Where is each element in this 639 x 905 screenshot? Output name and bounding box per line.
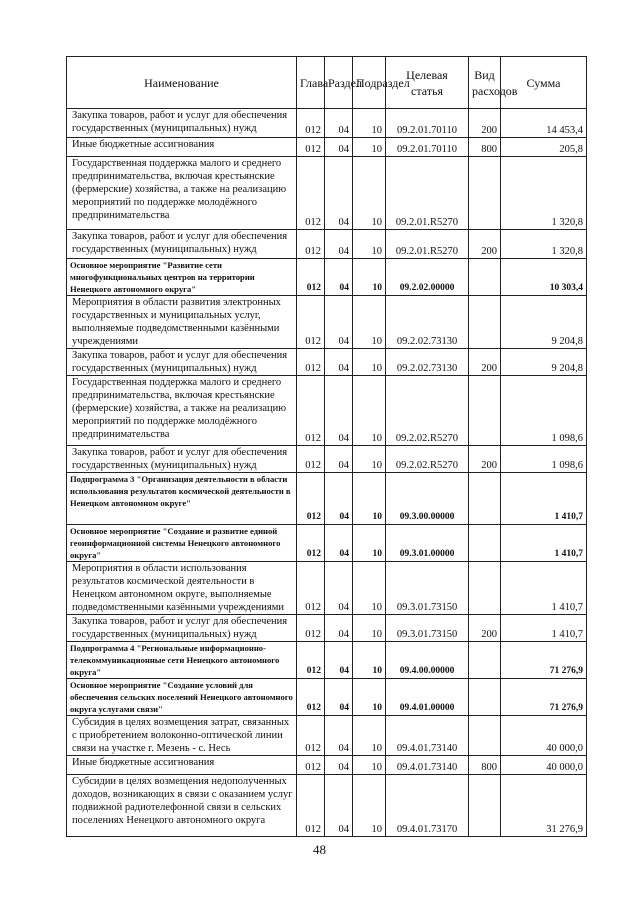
cell-summa: 1 410,7 [501,562,587,615]
cell-summa: 31 276,9 [501,775,587,837]
cell-summa: 14 453,4 [501,109,587,138]
cell-vid [469,473,501,525]
table-row [67,642,587,679]
cell-razdel: 04 [325,446,353,473]
cell-statya: 09.2.02.00000 [386,259,469,296]
cell-summa: 1 320,8 [501,230,587,259]
cell-statya: 09.3.01.00000 [386,525,469,562]
cell-vid: 200 [469,349,501,376]
cell-razdel: 04 [325,562,353,615]
col-header-vid: Вид расходов [469,57,501,109]
cell-name: Основное мероприятие "Развитие сети многофункциональных центров на территории Ненецкого автономного округа" [67,259,297,296]
table-header-row [67,57,587,109]
cell-statya: 09.2.01.70110 [386,138,469,157]
cell-name: Закупка товаров, работ и услуг для обеспечения государственных (муниципальных) нужд [67,349,297,376]
cell-summa: 71 276,9 [501,679,587,716]
cell-statya: 09.4.01.73170 [386,775,469,837]
table-row [67,473,587,525]
cell-podrazdel: 10 [353,446,386,473]
cell-podrazdel: 10 [353,296,386,349]
cell-statya: 09.3.01.73150 [386,562,469,615]
cell-razdel: 04 [325,138,353,157]
cell-statya: 09.2.01.70110 [386,109,469,138]
cell-vid: 200 [469,615,501,642]
table-row [67,525,587,562]
page-number: 48 [313,842,326,857]
cell-glava: 012 [297,615,325,642]
table-row [67,230,587,259]
cell-podrazdel: 10 [353,230,386,259]
cell-razdel: 04 [325,679,353,716]
table-row [67,716,587,756]
col-header-statya: Целевая статья [386,57,469,109]
cell-razdel: 04 [325,716,353,756]
budget-table [66,56,587,837]
cell-statya: 09.2.01.R5270 [386,230,469,259]
cell-name: Подпрограмма 4 "Региональные информационно-телекоммуникационные сети Ненецкого автономного округа" [67,642,297,679]
cell-podrazdel: 10 [353,716,386,756]
cell-glava: 012 [297,259,325,296]
table-row [67,446,587,473]
cell-podrazdel: 10 [353,679,386,716]
cell-razdel: 04 [325,756,353,775]
cell-glava: 012 [297,775,325,837]
cell-name: Подпрограмма 3 "Организация деятельности в области использования результатов космической деятельности в Ненецком автономном округе" [67,473,297,525]
cell-name: Мероприятия в области развития электронных государственных и муниципальных услуг, выполняемые подведомственными казёнными учреждениями [67,296,297,349]
col-header-glava: Глава [297,57,325,109]
cell-podrazdel: 10 [353,157,386,230]
cell-summa: 1 098,6 [501,376,587,446]
cell-razdel: 04 [325,296,353,349]
table-row [67,775,587,837]
cell-glava: 012 [297,157,325,230]
table-row [67,157,587,230]
cell-statya: 09.2.01.R5270 [386,157,469,230]
cell-podrazdel: 10 [353,642,386,679]
cell-name: Закупка товаров, работ и услуг для обеспечения государственных (муниципальных) нужд [67,446,297,473]
cell-summa: 9 204,8 [501,296,587,349]
cell-vid: 200 [469,109,501,138]
cell-name: Субсидия в целях возмещения затрат, связанных с приобретением волоконно-оптической линии связи на участке г. Мезень - с. Несь [67,716,297,756]
cell-glava: 012 [297,296,325,349]
cell-statya: 09.4.01.73140 [386,756,469,775]
cell-glava: 012 [297,525,325,562]
cell-statya: 09.4.00.00000 [386,642,469,679]
cell-name: Закупка товаров, работ и услуг для обеспечения государственных (муниципальных) нужд [67,615,297,642]
cell-vid [469,642,501,679]
cell-name: Мероприятия в области использования результатов космической деятельности в Ненецком автономном округе, выполняемые подведомственными казёнными учреждениями [67,562,297,615]
cell-statya: 09.2.02.R5270 [386,446,469,473]
cell-name: Основное мероприятие "Создание условий для обеспечения сельских поселений Ненецкого автономного округа услугами связи" [67,679,297,716]
cell-glava: 012 [297,562,325,615]
cell-razdel: 04 [325,615,353,642]
cell-vid [469,716,501,756]
cell-vid [469,296,501,349]
cell-podrazdel: 10 [353,349,386,376]
cell-summa: 1 320,8 [501,157,587,230]
cell-summa: 40 000,0 [501,716,587,756]
cell-vid [469,562,501,615]
cell-razdel: 04 [325,157,353,230]
cell-vid [469,679,501,716]
cell-razdel: 04 [325,349,353,376]
cell-glava: 012 [297,446,325,473]
cell-podrazdel: 10 [353,615,386,642]
cell-glava: 012 [297,473,325,525]
table-row [67,679,587,716]
cell-glava: 012 [297,679,325,716]
cell-podrazdel: 10 [353,775,386,837]
cell-name: Закупка товаров, работ и услуг для обеспечения государственных (муниципальных) нужд [67,230,297,259]
table-row [67,109,587,138]
cell-summa: 1 410,7 [501,525,587,562]
cell-glava: 012 [297,376,325,446]
table-row [67,138,587,157]
cell-summa: 40 000,0 [501,756,587,775]
cell-podrazdel: 10 [353,138,386,157]
table-row [67,349,587,376]
cell-podrazdel: 10 [353,109,386,138]
cell-vid [469,525,501,562]
cell-statya: 09.4.01.73140 [386,716,469,756]
cell-name: Основное мероприятие "Создание и развитие единой геоинформационной системы Ненецкого автономного округа" [67,525,297,562]
table-row [67,296,587,349]
cell-razdel: 04 [325,642,353,679]
cell-summa: 9 204,8 [501,349,587,376]
cell-podrazdel: 10 [353,376,386,446]
cell-name: Иные бюджетные ассигнования [67,138,297,157]
cell-razdel: 04 [325,109,353,138]
cell-glava: 012 [297,349,325,376]
cell-summa: 205,8 [501,138,587,157]
cell-glava: 012 [297,716,325,756]
cell-name: Государственная поддержка малого и среднего предпринимательства, включая крестьянские (фермерские) хозяйства, а также на реализацию мероприятий по поддержке молодёжного предпринимательства [67,376,297,446]
cell-razdel: 04 [325,259,353,296]
cell-podrazdel: 10 [353,259,386,296]
cell-razdel: 04 [325,230,353,259]
col-header-name: Наименование [67,57,297,109]
cell-statya: 09.2.02.73130 [386,349,469,376]
cell-vid [469,259,501,296]
table-row [67,562,587,615]
table-row [67,376,587,446]
cell-name: Иные бюджетные ассигнования [67,756,297,775]
col-header-podrazdel: Подраздел [353,57,386,109]
table-body [67,109,587,837]
col-header-razdel: Раздел [325,57,353,109]
cell-razdel: 04 [325,473,353,525]
cell-summa: 1 410,7 [501,473,587,525]
cell-podrazdel: 10 [353,562,386,615]
cell-summa: 10 303,4 [501,259,587,296]
cell-vid [469,157,501,230]
cell-vid [469,775,501,837]
cell-vid [469,376,501,446]
cell-podrazdel: 10 [353,525,386,562]
cell-statya: 09.3.00.00000 [386,473,469,525]
cell-razdel: 04 [325,525,353,562]
cell-glava: 012 [297,642,325,679]
cell-name: Закупка товаров, работ и услуг для обеспечения государственных (муниципальных) нужд [67,109,297,138]
cell-statya: 09.4.01.00000 [386,679,469,716]
cell-podrazdel: 10 [353,756,386,775]
cell-vid: 800 [469,138,501,157]
cell-glava: 012 [297,230,325,259]
cell-statya: 09.2.02.73130 [386,296,469,349]
cell-summa: 71 276,9 [501,642,587,679]
cell-glava: 012 [297,756,325,775]
cell-vid: 200 [469,230,501,259]
cell-summa: 1 098,6 [501,446,587,473]
cell-vid: 200 [469,446,501,473]
cell-razdel: 04 [325,376,353,446]
cell-statya: 09.3.01.73150 [386,615,469,642]
cell-statya: 09.2.02.R5270 [386,376,469,446]
col-header-summa: Сумма [501,57,587,109]
cell-razdel: 04 [325,775,353,837]
cell-podrazdel: 10 [353,473,386,525]
cell-glava: 012 [297,138,325,157]
cell-vid: 800 [469,756,501,775]
cell-glava: 012 [297,109,325,138]
cell-name: Субсидии в целях возмещения недополученных доходов, возникающих в связи с оказанием услуг подвижной радиотелефонной связи в сельских поселениях Ненецкого автономного округа [67,775,297,837]
table-row [67,615,587,642]
cell-name: Государственная поддержка малого и среднего предпринимательства, включая крестьянские (фермерские) хозяйства, а также на реализацию мероприятий по поддержке молодёжного предпринимательства [67,157,297,230]
table-row [67,756,587,775]
table-row [67,259,587,296]
cell-summa: 1 410,7 [501,615,587,642]
